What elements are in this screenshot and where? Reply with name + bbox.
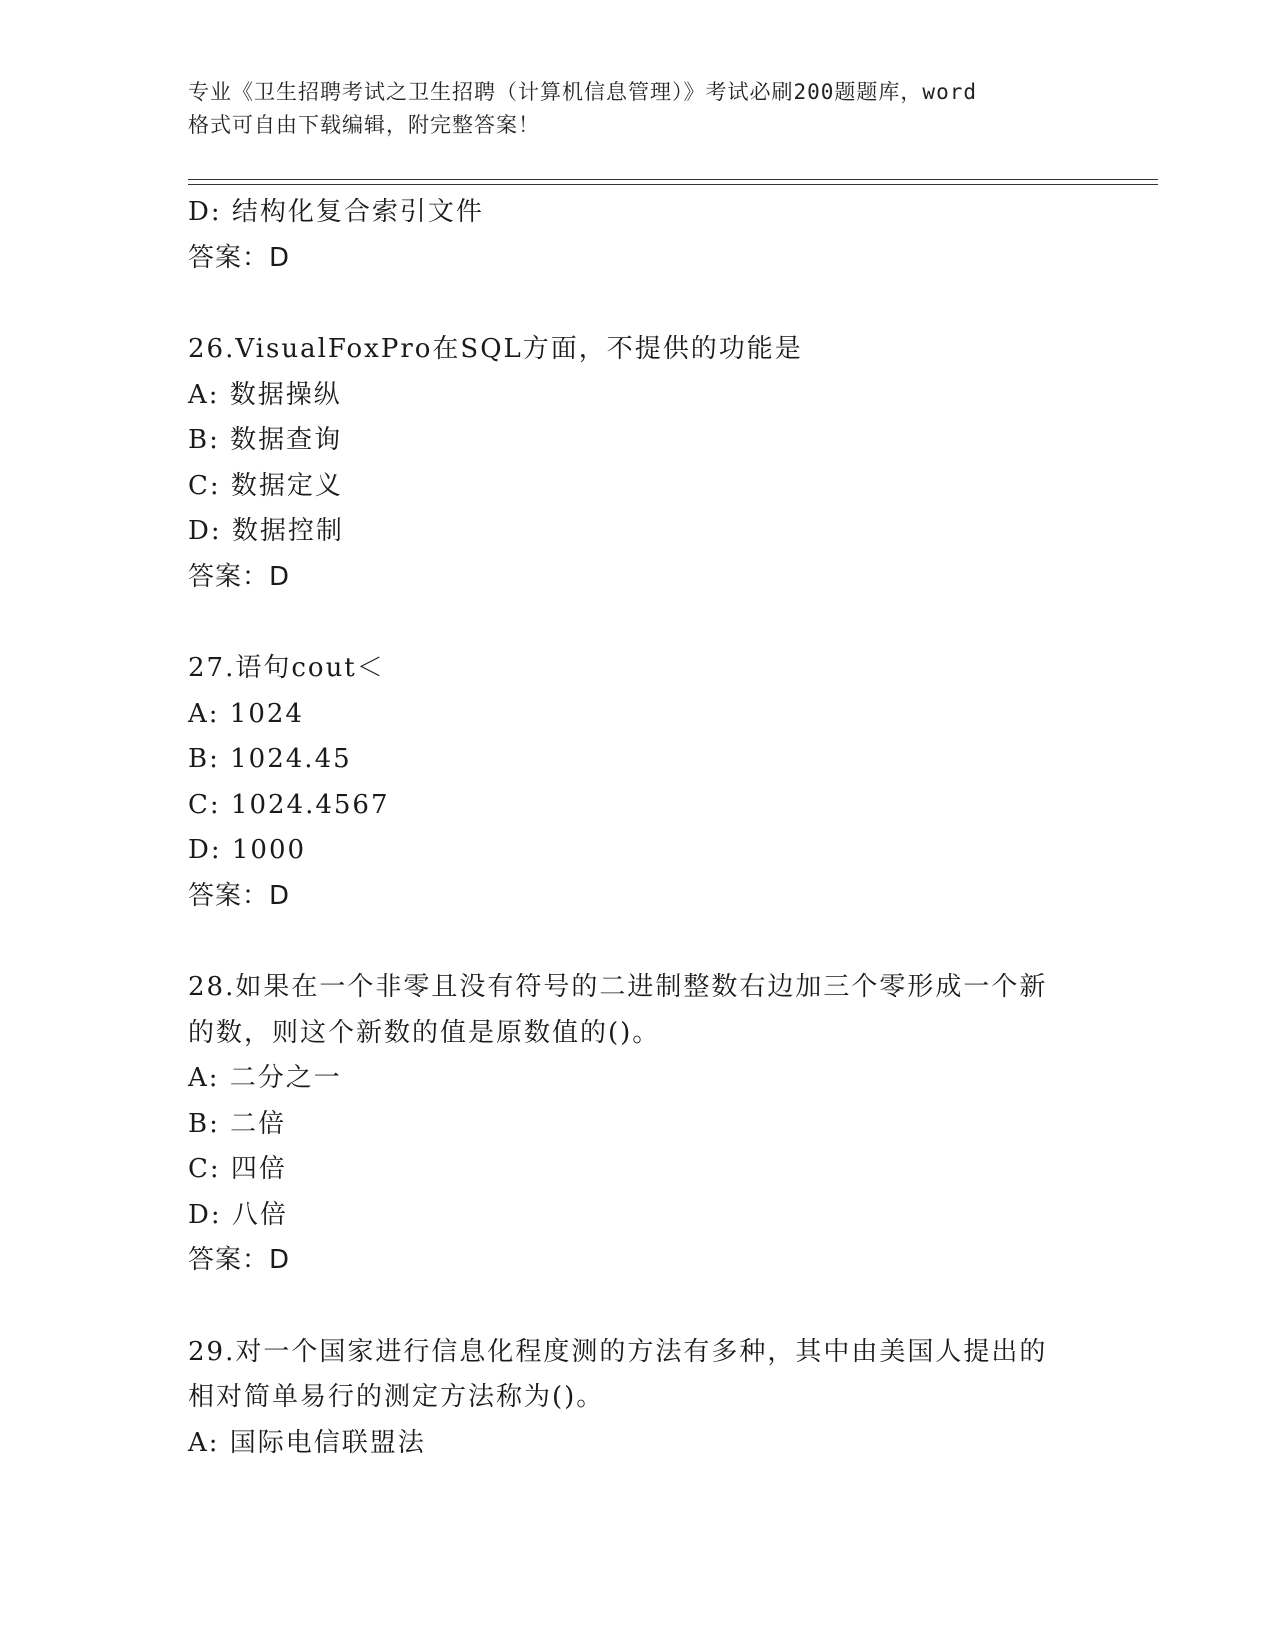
- question-stem-line-2: 相对简单易行的测定方法称为()。: [188, 1382, 605, 1412]
- question-25-tail: [188, 190, 1088, 281]
- option-d: D: 1000: [188, 835, 307, 865]
- option-b: B: 数据查询: [188, 425, 343, 455]
- header-line-1: 专业《卫生招聘考试之卫生招聘（计算机信息管理）》考试必刷200题题库，word: [188, 80, 977, 104]
- question-stem: 27.语句cout＜: [188, 653, 385, 683]
- question-29: [188, 1330, 1088, 1467]
- question-28: [188, 965, 1088, 1284]
- question-stem-line-2: 的数，则这个新数的值是原数值的()。: [188, 1017, 661, 1048]
- option-d: D: 数据控制: [188, 516, 344, 546]
- option-a: A: 二分之一: [188, 1063, 342, 1093]
- option-d: D: 结构化复合索引文件: [188, 197, 484, 227]
- option-a: A: 1024: [188, 698, 304, 729]
- header-divider-top: [188, 179, 1158, 180]
- option-d: D: 八倍: [188, 1199, 288, 1230]
- question-26: [188, 327, 1088, 600]
- header-line-2: 格式可自由下载编辑，附完整答案！: [188, 113, 540, 137]
- option-a: A: 数据操纵: [188, 379, 342, 410]
- answer: 答案：D: [188, 561, 291, 592]
- answer: 答案：D: [188, 242, 291, 273]
- option-c: C: 数据定义: [188, 470, 343, 501]
- answer: 答案：D: [188, 880, 291, 911]
- option-c: C: 1024.4567: [188, 789, 390, 820]
- question-stem-line-1: 28.如果在一个非零且没有符号的二进制整数右边加三个零形成一个新: [188, 972, 1048, 1002]
- question-stem-line-1: 29.对一个国家进行信息化程度测的方法有多种，其中由美国人提出的: [188, 1336, 1048, 1367]
- option-a: A: 国际电信联盟法: [188, 1427, 426, 1458]
- question-27: [188, 646, 1088, 919]
- answer: 答案：D: [188, 1245, 291, 1275]
- option-b: B: 1024.45: [188, 744, 352, 774]
- question-list: [188, 190, 1088, 1466]
- document-header: [188, 76, 1088, 142]
- option-b: B: 二倍: [188, 1108, 287, 1139]
- header-divider-bottom: [188, 184, 1158, 185]
- question-stem: 26.VisualFoxPro在SQL方面，不提供的功能是: [188, 334, 803, 364]
- option-c: C: 四倍: [188, 1154, 287, 1184]
